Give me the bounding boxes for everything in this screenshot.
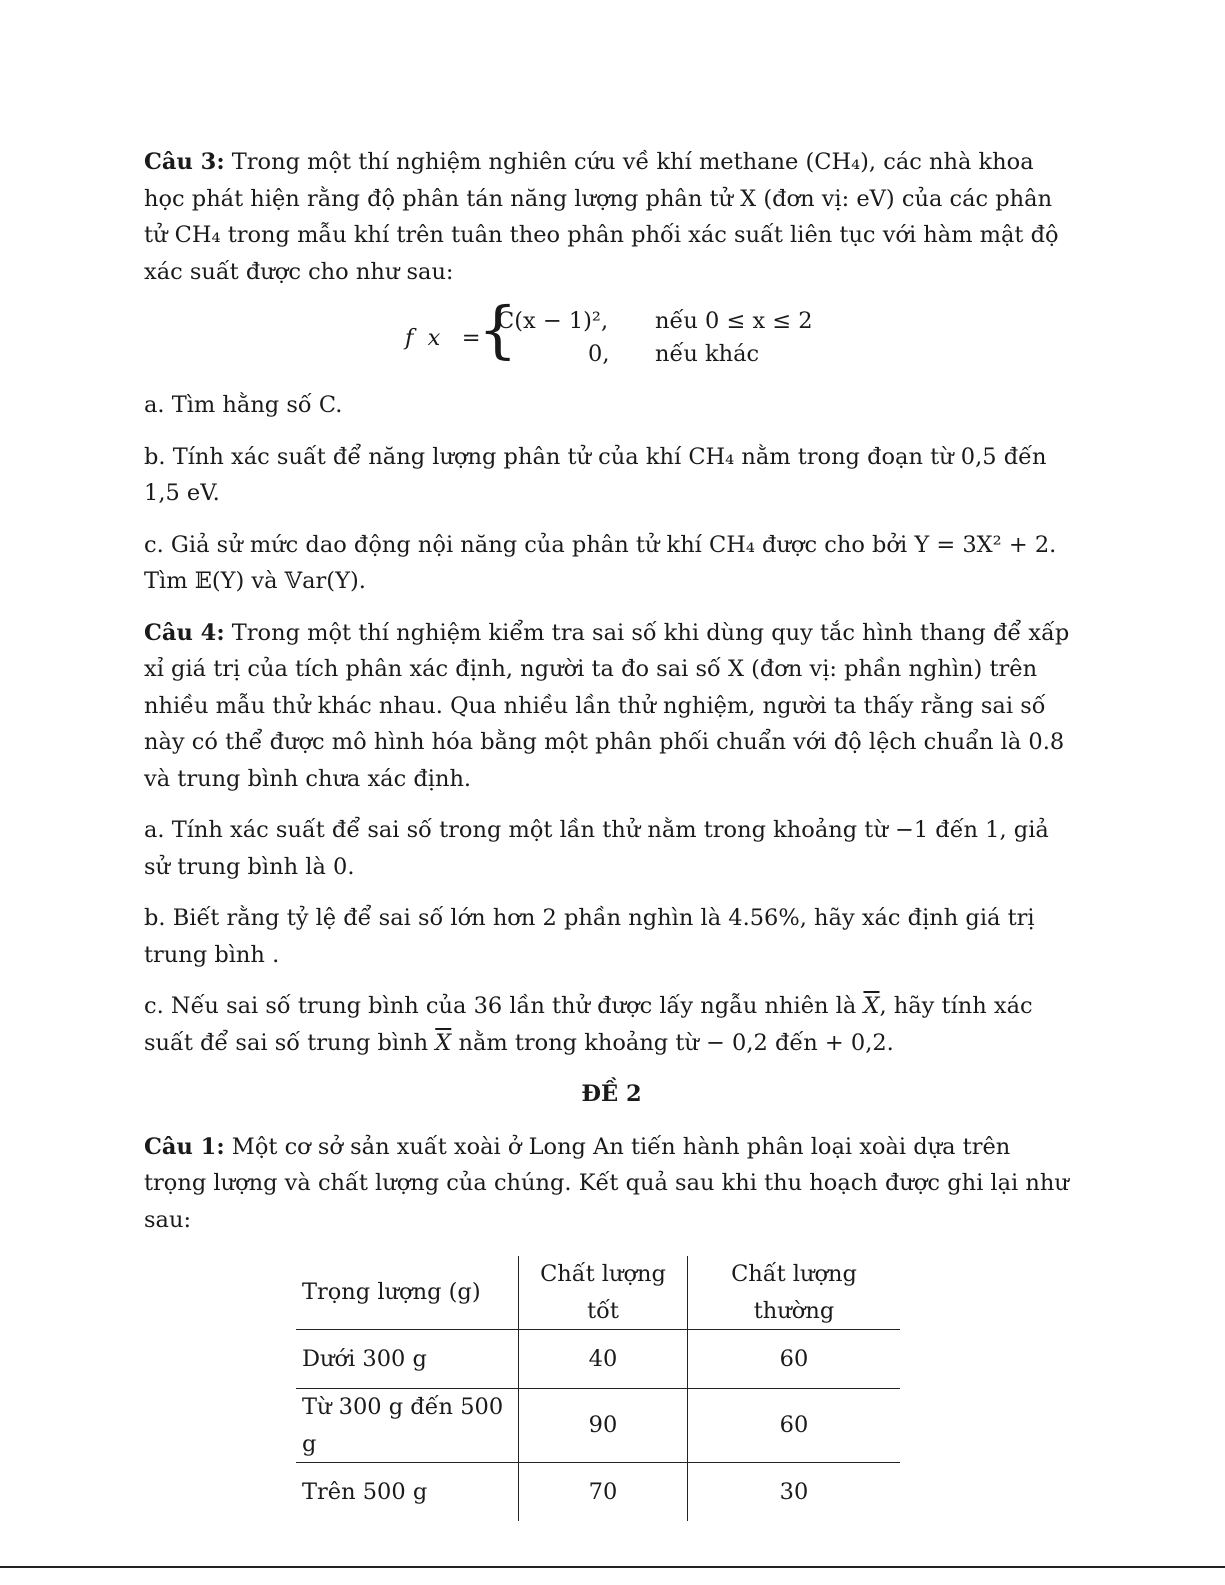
formula-lhs: f x =	[405, 325, 481, 351]
document-page	[144, 144, 1079, 1521]
table-cell: 30	[779, 1478, 809, 1505]
question-3-part-b: b. Tính xác suất để năng lượng phân tử của khí CH₄ nằm trong đoạn từ 0,5 đến 1,5 eV.	[144, 443, 1047, 506]
question-4-part-c-text-2: , hãy tính xác suất để sai số trung bình	[144, 993, 1033, 1056]
question-3-label: Câu 3:	[144, 149, 225, 175]
question-3-part-c: c. Giả sử mức dao động nội năng của phân tử khí CH₄ được cho bởi Y = 3X² + 2. Tìm 𝔼(Y) và 𝕍ar(Y).	[144, 531, 1057, 594]
question-3	[144, 144, 1079, 290]
density-formula	[144, 293, 1079, 371]
formula-case1-cond: nếu 0 ≤ x ≤ 2	[655, 308, 813, 334]
table-header-normal: Chất lượng thường	[688, 1256, 901, 1330]
section-heading: ĐỀ 2	[581, 1081, 642, 1107]
table-cell: Trên 500 g	[296, 1463, 519, 1522]
table-cell: Từ 300 g đến 500 g	[296, 1389, 519, 1463]
formula-case2-expr: 0,	[588, 341, 610, 367]
bottom-divider	[0, 1566, 1225, 1568]
formula-case2-cond: nếu khác	[655, 341, 760, 367]
mango-table	[296, 1256, 900, 1521]
table-row	[296, 1389, 900, 1463]
xbar-symbol-2: $\overline{X}$	[435, 1029, 452, 1056]
question-1-label: Câu 1:	[144, 1133, 225, 1160]
question-4	[144, 615, 1079, 798]
table-cell: 90	[519, 1389, 688, 1463]
question-1-text: Một cơ sở sản xuất xoài ở Long An tiến hành phân loại xoài dựa trên trọng lượng và chất lượng của chúng. Kết quả sau khi thu hoạch được ghi lại như sau:	[144, 1133, 1069, 1233]
table-row	[296, 1463, 900, 1522]
formula-case1-expr: C(x − 1)²,	[497, 308, 609, 334]
table-cell: 40	[519, 1330, 688, 1389]
xbar-symbol: $\overline{X}$	[863, 993, 880, 1019]
left-brace-icon: {	[478, 293, 518, 366]
question-4-part-a: a. Tính xác suất để sai số trong một lần thử nằm trong khoảng từ −1 đến 1, giả sử trung bình là 0.	[144, 817, 1049, 880]
question-3-text: Trong một thí nghiệm nghiên cứu về khí methane (CH₄), các nhà khoa học phát hiện rằng độ phân tán năng lượng phân tử X (đơn vị: eV) của các phân tử CH₄ trong mẫu khí trên tuân theo phân phối xác suất liên tục với hàm mật độ xác suất được cho như sau:	[144, 149, 1059, 285]
table-header-good: Chất lượng tốt	[519, 1256, 688, 1330]
table-cell: Dưới 300 g	[296, 1330, 519, 1389]
question-4-text: Trong một thí nghiệm kiểm tra sai số khi dùng quy tắc hình thang để xấp xỉ giá trị của tích phân xác định, người ta đo sai số X (đơn vị: phần nghìn) trên nhiều mẫu thử khác nhau. Qua nhiều lần thử nghiệm, người ta thấy rằng sai số này có thể được mô hình hóa bằng một phân phối chuẩn với độ lệch chuẩn là 0.8 và trung bình chưa xác định.	[144, 619, 1070, 792]
table-header-weight: Trọng lượng (g)	[296, 1256, 519, 1330]
table-cell: 60	[688, 1389, 901, 1463]
table-row	[296, 1330, 900, 1389]
question-3-part-a: a. Tìm hằng số C.	[144, 392, 343, 418]
question-4-part-c-text-3: nằm trong khoảng từ − 0,2 đến + 0,2.	[458, 1029, 894, 1056]
table-header-row	[296, 1256, 900, 1330]
question-4-label: Câu 4:	[144, 619, 225, 646]
question-4-part-b: b. Biết rằng tỷ lệ để sai số lớn hơn 2 phần nghìn là 4.56%, hãy xác định giá trị trung bình .	[144, 905, 1035, 968]
question-1	[144, 1129, 1079, 1239]
question-4-part-c-text-1: c. Nếu sai số trung bình của 36 lần thử được lấy ngẫu nhiên là	[144, 993, 857, 1019]
table-cell: 70	[519, 1463, 688, 1522]
table-cell: 60	[688, 1330, 901, 1389]
question-4-part-c	[144, 988, 1079, 1061]
